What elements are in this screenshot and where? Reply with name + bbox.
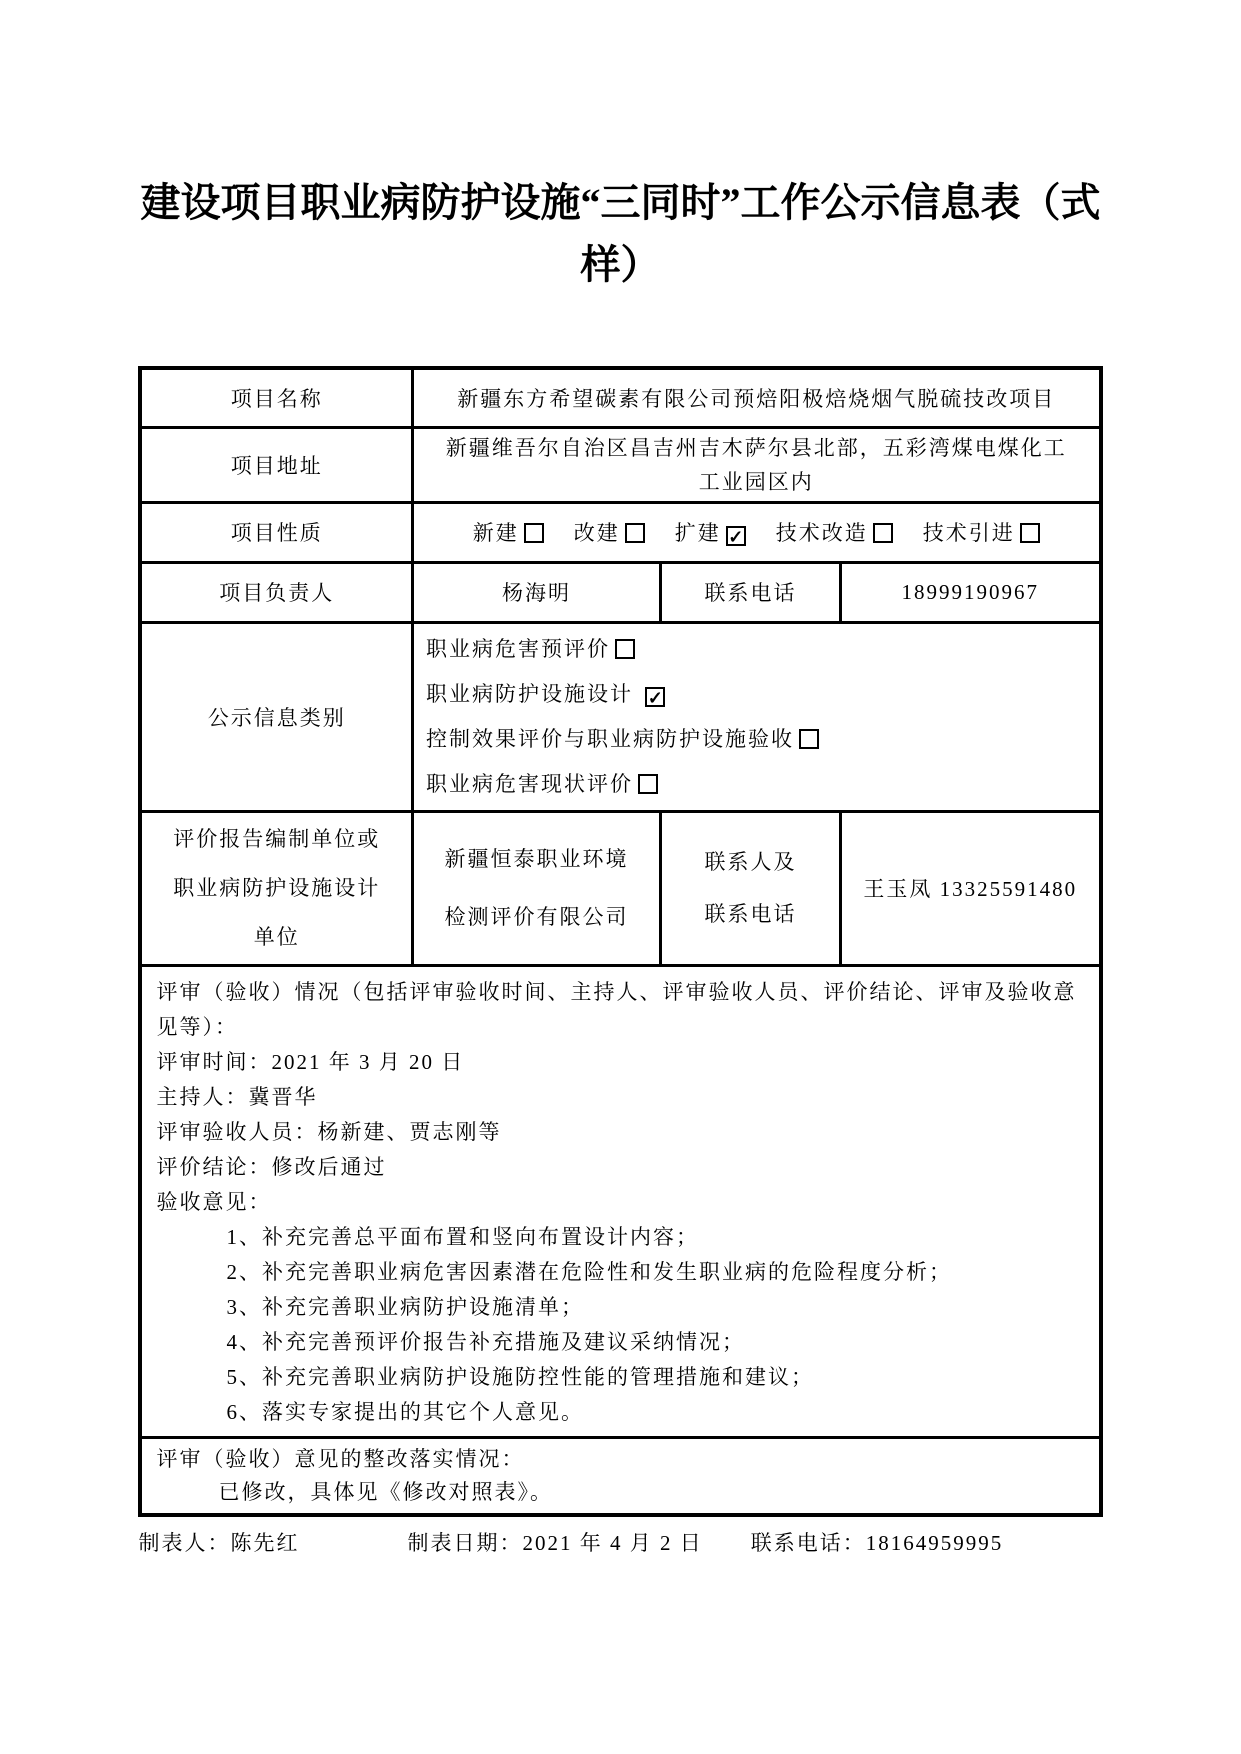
leader-phone-label: 联系电话 — [660, 562, 840, 622]
text-line: 评审时间：2021 年 3 月 20 日 — [156, 1049, 465, 1074]
checkbox-unchecked-icon — [524, 523, 544, 543]
text-line: 评审（验收）意见的整改落实情况： — [156, 1446, 525, 1471]
rectification-details — [140, 1437, 1100, 1515]
checkbox-option-label: 扩建 — [674, 521, 721, 545]
row-project-address — [140, 427, 1100, 502]
info-category-label: 公示信息类别 — [140, 622, 412, 811]
footer-line — [139, 1527, 1103, 1557]
project-name-value: 新疆东方希望碳素有限公司预焙阳极焙烧烟气脱硫技改项目 — [412, 368, 1100, 427]
checkbox-option-label: 新建 — [472, 521, 519, 545]
footer-phone: 联系电话：18164959995 — [750, 1530, 1004, 1555]
evaluation-unit-company: 新疆恒泰职业环境检测评价有限公司 — [412, 811, 660, 965]
checkbox-unchecked-icon — [638, 774, 658, 794]
row-evaluation-unit — [140, 811, 1100, 965]
text-line: 6、落实专家提出的其它个人意见。 — [226, 1399, 584, 1424]
text-line: 2、补充完善职业病危害因素潜在危险性和发生职业病的危险程度分析； — [226, 1259, 952, 1284]
evaluation-contact-value: 王玉凤 13325591480 — [840, 811, 1100, 965]
project-leader-name: 杨海明 — [412, 562, 660, 622]
info-category-options — [412, 622, 1100, 811]
checkbox-option — [473, 517, 544, 547]
row-info-category — [140, 622, 1100, 811]
row-rectification — [140, 1437, 1100, 1515]
checkbox-unchecked-icon — [799, 729, 819, 749]
checkbox-option-label: 改建 — [573, 521, 620, 545]
text-line: 主持人：冀晋华 — [156, 1084, 318, 1109]
text-line: 已修改，具体见《修改对照表》。 — [218, 1479, 553, 1504]
checkbox-option-label: 职业病防护设施设计 — [425, 681, 641, 706]
project-leader-label: 项目负责人 — [140, 562, 412, 622]
text-line: 评审（验收）情况（包括评审验收时间、主持人、评审验收人员、评价结论、评审及验收意见等）： — [156, 979, 1077, 1039]
table-date: 制表日期：2021 年 4 月 2 日 — [407, 1530, 703, 1555]
table-maker: 制表人：陈先红 — [138, 1530, 300, 1555]
project-nature-label: 项目性质 — [140, 502, 412, 562]
checkbox-checked-icon: ✓ — [726, 526, 746, 546]
row-project-name — [140, 368, 1100, 427]
checkbox-checked-icon: ✓ — [645, 687, 665, 707]
checkbox-option-label: 控制效果评价与职业病防护设施验收 — [425, 726, 794, 751]
checkbox-option-label: 技术改造 — [775, 521, 868, 545]
checkbox-unchecked-icon — [873, 523, 893, 543]
leader-phone-value: 18999190967 — [840, 562, 1100, 622]
text-line: 5、补充完善职业病防护设施防控性能的管理措施和建议； — [226, 1364, 814, 1389]
text-line: 3、补充完善职业病防护设施清单； — [226, 1294, 584, 1319]
checkbox-unchecked-icon — [615, 639, 635, 659]
checkbox-option — [422, 627, 1091, 672]
text-line: 评审验收人员：杨新建、贾志刚等 — [156, 1119, 502, 1144]
page-title: 建设项目职业病防护设施“三同时”工作公示信息表（式样） — [140, 180, 1101, 287]
evaluation-contact-label: 联系人及联系电话 — [660, 811, 840, 965]
row-review-details — [140, 965, 1100, 1437]
publicity-info-table — [138, 366, 1102, 1517]
checkbox-option-label: 职业病危害现状评价 — [425, 771, 633, 796]
project-address-value: 新疆维吾尔自治区昌吉州吉木萨尔县北部，五彩湾煤电煤化工工业园区内 — [412, 427, 1100, 502]
checkbox-option-label: 职业病危害预评价 — [425, 636, 610, 661]
row-project-leader — [140, 562, 1100, 622]
checkbox-unchecked-icon — [1020, 523, 1040, 543]
text-line: 验收意见： — [156, 1189, 272, 1214]
checkbox-option — [923, 517, 1040, 547]
text-line: 1、补充完善总平面布置和竖向布置设计内容； — [226, 1224, 699, 1249]
checkbox-option — [422, 762, 1091, 807]
checkbox-option-label: 技术引进 — [922, 521, 1015, 545]
project-nature-options — [412, 502, 1100, 562]
checkbox-option — [675, 517, 746, 547]
checkbox-option — [422, 717, 1091, 762]
checkbox-option — [574, 517, 645, 547]
checkbox-option — [422, 672, 1091, 717]
text-line: 评价结论：修改后通过 — [156, 1154, 387, 1179]
row-project-nature — [140, 502, 1100, 562]
evaluation-unit-label: 评价报告编制单位或职业病防护设施设计单位 — [140, 811, 412, 965]
checkbox-option — [776, 517, 893, 547]
text-line: 4、补充完善预评价报告补充措施及建议采纳情况； — [226, 1329, 745, 1354]
review-details — [140, 965, 1100, 1437]
checkbox-unchecked-icon — [625, 523, 645, 543]
project-address-label: 项目地址 — [140, 427, 412, 502]
project-name-label: 项目名称 — [140, 368, 412, 427]
